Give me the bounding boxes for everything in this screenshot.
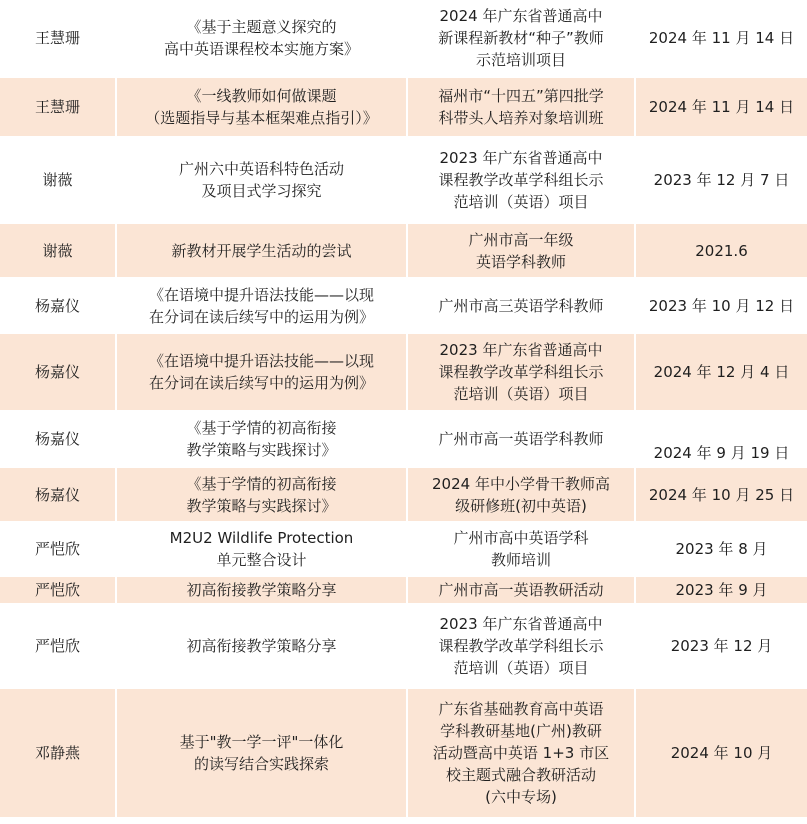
event-cell: 2023 年广东省普通高中 课程教学改革学科组长示 范培训（英语）项目 — [407, 137, 635, 223]
table-row — [0, 522, 807, 576]
event-cell: 广州市高一英语教研活动 — [407, 576, 635, 604]
teacher-name-cell: 杨嘉仪 — [0, 411, 116, 467]
table-row — [0, 604, 807, 688]
table-row — [0, 0, 807, 77]
event-cell: 广州市高中英语学科 教师培训 — [407, 522, 635, 576]
teacher-name-cell: 邓静燕 — [0, 688, 116, 818]
teacher-name-cell: 谢薇 — [0, 137, 116, 223]
topic-cell: 新教材开展学生活动的尝试 — [116, 223, 407, 278]
date-cell: 2021.6 — [635, 223, 807, 278]
date-cell: 2024 年 11 月 14 日 — [635, 0, 807, 77]
topic-cell: 《基于学情的初高衔接 教学策略与实践探讨》 — [116, 467, 407, 522]
event-cell: 福州市“十四五”第四批学 科带头人培养对象培训班 — [407, 77, 635, 137]
table-row — [0, 333, 807, 411]
date-cell: 2024 年 10 月 — [635, 688, 807, 818]
event-cell: 2023 年广东省普通高中 课程教学改革学科组长示 范培训（英语）项目 — [407, 604, 635, 688]
teacher-name-cell: 谢薇 — [0, 223, 116, 278]
date-cell: 2023 年 9 月 — [635, 576, 807, 604]
table-row — [0, 77, 807, 137]
date-cell: 2024 年 12 月 4 日 — [635, 333, 807, 411]
date-cell: 2024 年 11 月 14 日 — [635, 77, 807, 137]
topic-cell: 《基于主题意义探究的 高中英语课程校本实施方案》 — [116, 0, 407, 77]
event-cell: 广州市高三英语学科教师 — [407, 278, 635, 333]
teacher-name-cell: 严恺欣 — [0, 522, 116, 576]
teacher-name-cell: 严恺欣 — [0, 576, 116, 604]
topic-cell: 基于"教一学一评"一体化 的读写结合实践探索 — [116, 688, 407, 818]
event-cell: 2024 年广东省普通高中 新课程新教材“种子”教师 示范培训项目 — [407, 0, 635, 77]
topic-cell: 初高衔接教学策略分享 — [116, 576, 407, 604]
teacher-name-cell: 严恺欣 — [0, 604, 116, 688]
topic-cell: M2U2 Wildlife Protection 单元整合设计 — [116, 522, 407, 576]
topic-cell: 《基于学情的初高衔接 教学策略与实践探讨》 — [116, 411, 407, 467]
table-row — [0, 223, 807, 278]
teacher-name-cell: 杨嘉仪 — [0, 467, 116, 522]
date-cell: 2023 年 10 月 12 日 — [635, 278, 807, 333]
table-row — [0, 137, 807, 223]
date-cell: 2024 年 9 月 19 日 — [635, 411, 807, 467]
topic-cell: 《在语境中提升语法技能——以现 在分词在读后续写中的运用为例》 — [116, 278, 407, 333]
table-row — [0, 411, 807, 467]
event-cell: 2023 年广东省普通高中 课程教学改革学科组长示 范培训（英语）项目 — [407, 333, 635, 411]
date-cell: 2023 年 12 月 — [635, 604, 807, 688]
table-row — [0, 467, 807, 522]
date-cell: 2023 年 8 月 — [635, 522, 807, 576]
table-row — [0, 278, 807, 333]
topic-cell: 广州六中英语科特色活动 及项目式学习探究 — [116, 137, 407, 223]
date-cell: 2024 年 10 月 25 日 — [635, 467, 807, 522]
table-row — [0, 688, 807, 818]
teacher-name-cell: 王慧珊 — [0, 77, 116, 137]
table-row — [0, 576, 807, 604]
topic-cell: 《一线教师如何做课题 （选题指导与基本框架难点指引）》 — [116, 77, 407, 137]
teacher-name-cell: 杨嘉仪 — [0, 278, 116, 333]
event-cell: 2024 年中小学骨干教师高 级研修班(初中英语) — [407, 467, 635, 522]
event-cell: 广东省基础教育高中英语 学科教研基地(广州)教研 活动暨高中英语 1+3 市区 校主题式融合教研活动 (六中专场) — [407, 688, 635, 818]
topic-cell: 初高衔接教学策略分享 — [116, 604, 407, 688]
teacher-name-cell: 王慧珊 — [0, 0, 116, 77]
teacher-name-cell: 杨嘉仪 — [0, 333, 116, 411]
topic-cell: 《在语境中提升语法技能——以现 在分词在读后续写中的运用为例》 — [116, 333, 407, 411]
date-cell: 2023 年 12 月 7 日 — [635, 137, 807, 223]
event-cell: 广州市高一英语学科教师 — [407, 411, 635, 467]
event-cell: 广州市高一年级 英语学科教师 — [407, 223, 635, 278]
